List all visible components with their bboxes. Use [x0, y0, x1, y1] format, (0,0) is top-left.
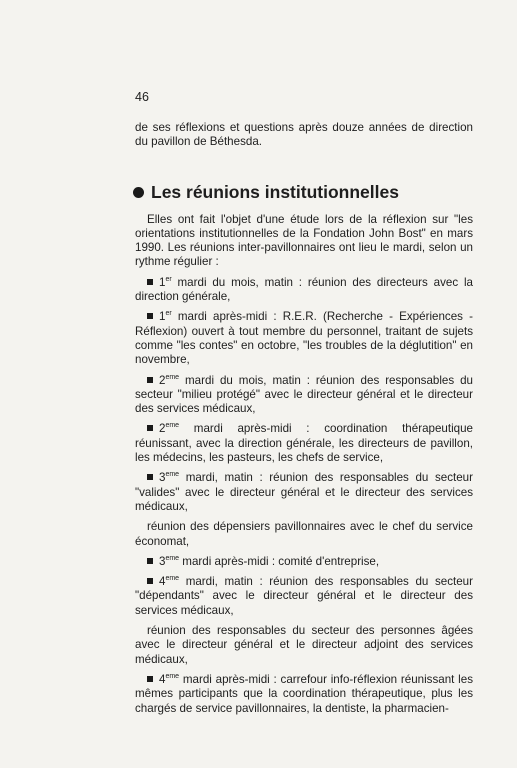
list-item [135, 310, 473, 367]
item-ordinal-suffix: eme [165, 554, 180, 562]
intro-paragraph: de ses réflexions et questions après douze années de direction du pavillon de Béthesda. [135, 121, 473, 149]
square-bullet-icon [147, 377, 153, 383]
square-bullet-icon [147, 676, 153, 682]
meeting-list [135, 276, 473, 716]
list-item [135, 555, 473, 569]
item-ordinal-suffix: er [165, 275, 172, 283]
square-bullet-icon [147, 474, 153, 480]
list-item [135, 520, 473, 549]
item-ordinal-suffix: eme [165, 575, 180, 583]
item-text: mardi après-midi : coordination thérapeutique réunissant, avec la direction générale, les directeurs de pavillon, les médecins, les pasteurs, les chefs de service, [135, 422, 473, 465]
item-ordinal-suffix: eme [165, 422, 180, 430]
item-ordinal-suffix: er [165, 310, 172, 318]
item-text: mardi du mois, matin : réunion des responsables du secteur "milieu protégé" avec le directeur général et le directeur des services médicaux, [135, 373, 473, 416]
list-item [135, 624, 473, 667]
square-bullet-icon [147, 558, 153, 564]
square-bullet-icon [147, 279, 153, 285]
list-item [135, 276, 473, 305]
item-ordinal: 1 [159, 310, 166, 324]
item-text: mardi, matin : réunion des responsables du secteur "dépendants" avec le directeur général et le directeur des services médicaux, [135, 575, 473, 617]
item-ordinal: 3 [159, 471, 166, 485]
square-bullet-icon [147, 578, 153, 584]
item-ordinal: 2 [159, 373, 166, 387]
item-text: mardi, matin : réunion des responsables du secteur "valides" avec le directeur général et le directeur des services médicaux, [135, 471, 473, 513]
item-ordinal: 4 [159, 575, 166, 589]
list-item [135, 471, 473, 514]
page-number: 46 [135, 90, 149, 104]
list-item [135, 673, 473, 716]
section-heading [133, 182, 473, 203]
list-item [135, 422, 473, 465]
item-text: mardi du mois, matin : réunion des directeurs avec la direction générale, [135, 275, 473, 304]
square-bullet-icon [147, 425, 153, 431]
item-text: mardi après-midi : comité d'entreprise, [179, 554, 380, 568]
document-body [135, 121, 473, 722]
item-text: réunion des responsables du secteur des personnes âgées avec le directeur général et le directeur adjoint des services médicaux, [135, 624, 473, 666]
item-ordinal-suffix: eme [165, 672, 180, 680]
item-ordinal: 1 [159, 275, 166, 289]
item-ordinal-suffix: eme [165, 471, 180, 479]
opening-paragraph: Elles ont fait l'objet d'une étude lors de la réflexion sur "les orientations institutionnelles de la Fondation John Bost" en mars 1990. Les réunions inter-pavillonnaires ont lieu le mardi, selon un rythme régulier : [135, 212, 473, 269]
section-heading-text: Les réunions institutionnelles [151, 181, 399, 202]
item-ordinal: 4 [159, 672, 166, 686]
item-ordinal: 3 [159, 554, 166, 568]
list-item [135, 575, 473, 618]
item-text: mardi après-midi : R.E.R. (Recherche - Expériences - Réflexion) ouvert à tout membre du personnel, traitant de sujets comme "les contes" en octobre, "les troubles de la déglutition" en novembre, [135, 310, 473, 367]
item-text: mardi après-midi : carrefour info-réflexion réunissant les mêmes participants que la coordination thérapeutique, plus les chargés de service pavillonnaires, la dentiste, la pharmacien- [135, 672, 473, 715]
item-ordinal-suffix: eme [165, 373, 180, 381]
square-bullet-icon [147, 313, 153, 319]
list-item [135, 374, 473, 417]
item-text: réunion des dépensiers pavillonnaires avec le chef du service économat, [135, 520, 473, 548]
item-ordinal: 2 [159, 422, 166, 436]
bullet-dot-icon [133, 187, 144, 198]
